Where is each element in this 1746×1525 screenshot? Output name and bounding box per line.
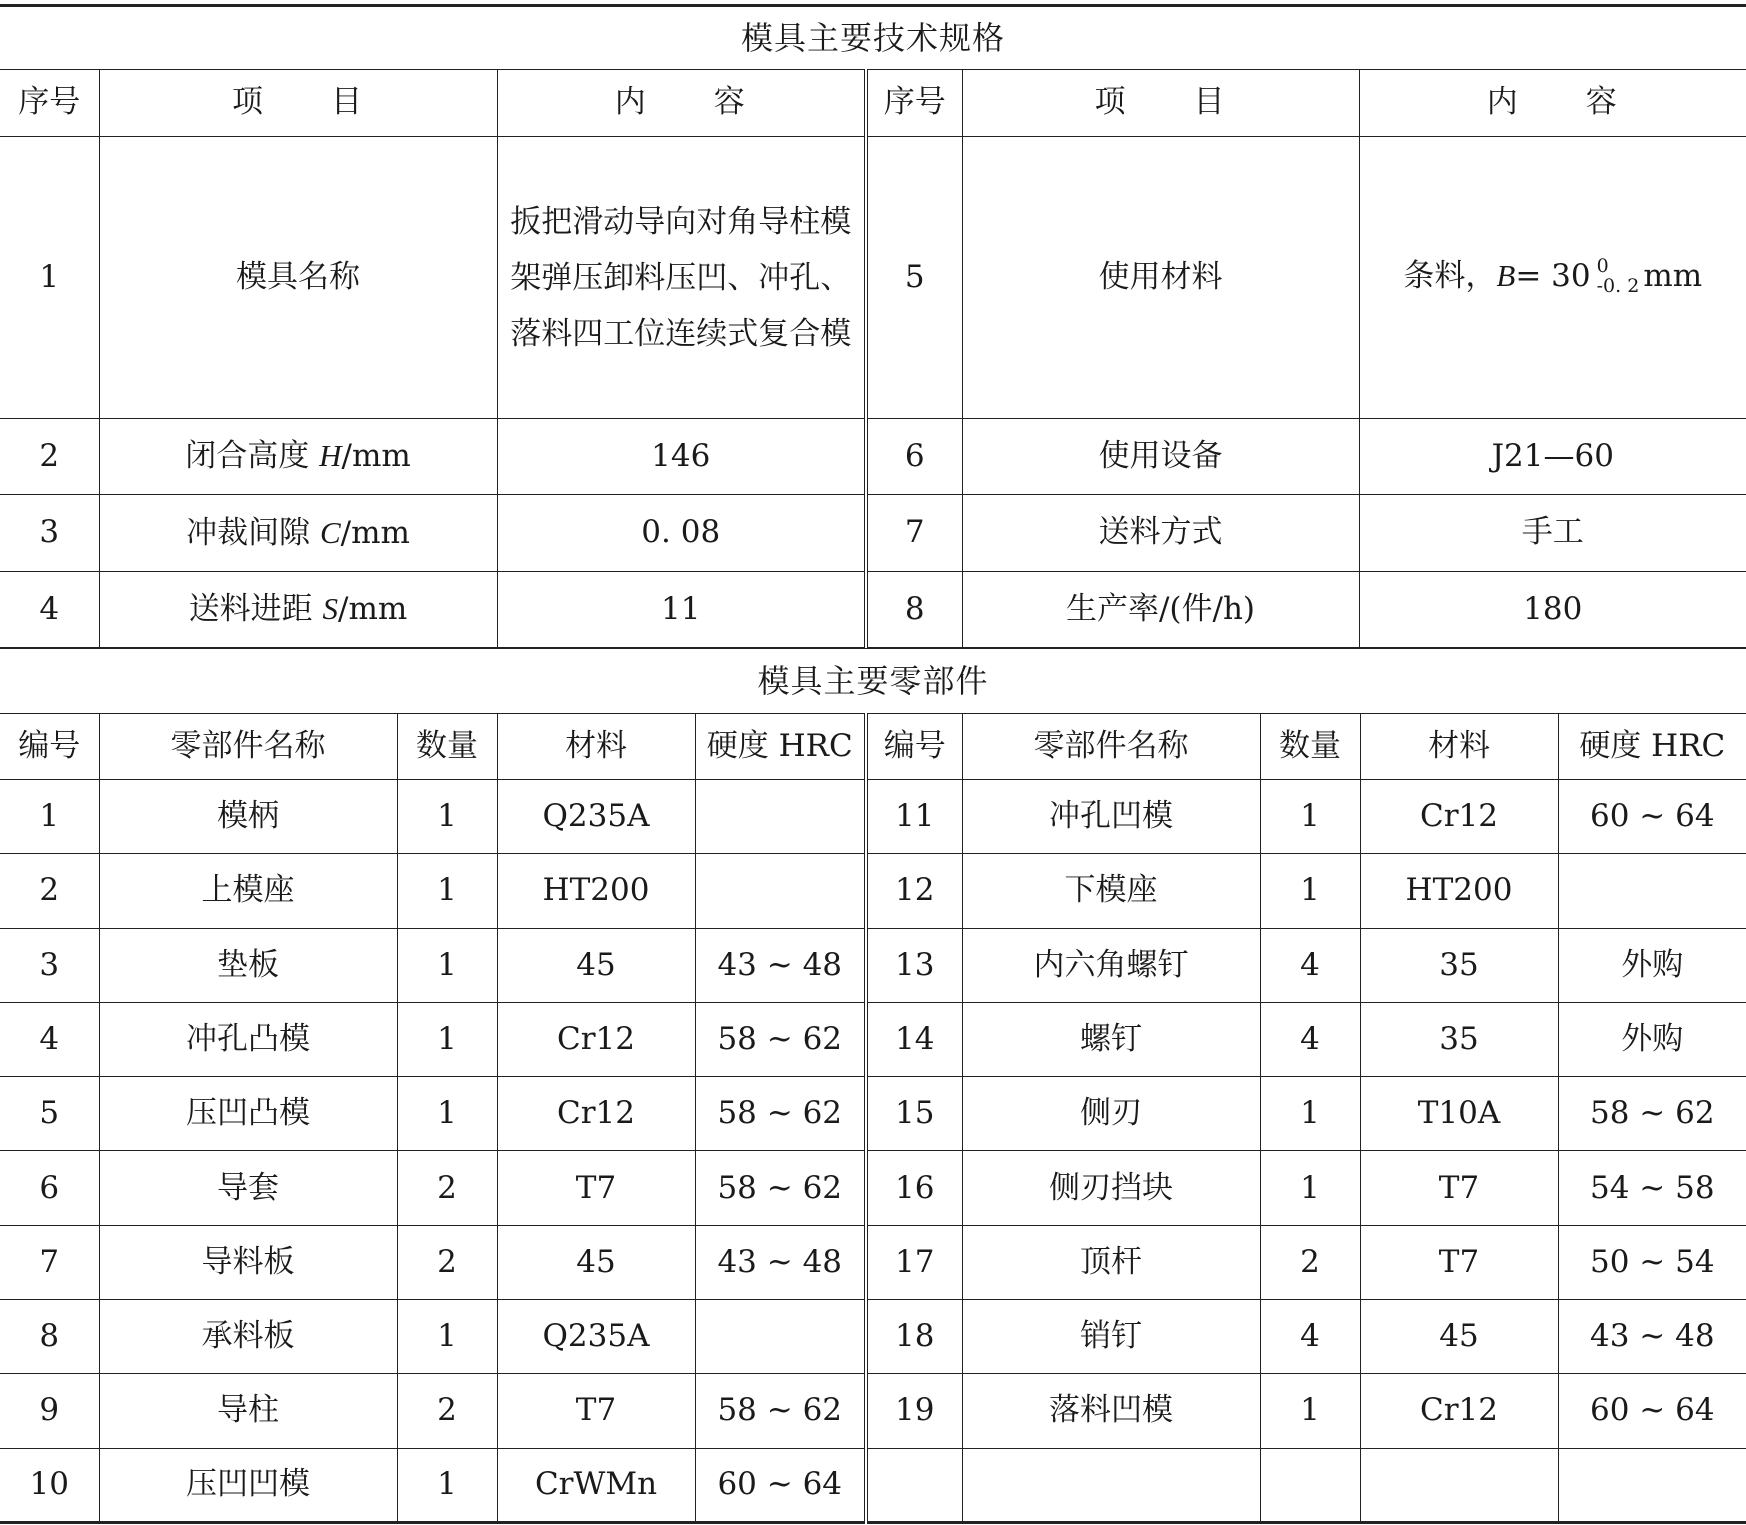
parts-cell-no: 2 xyxy=(0,854,99,928)
parts-row xyxy=(0,854,1746,928)
parts-cell-material: HT200 xyxy=(1360,854,1558,928)
parts-cell-material: Q235A xyxy=(497,1300,695,1374)
parts-cell-hardness: 58 ~ 62 xyxy=(1558,1077,1746,1151)
parts-cell-material: T10A xyxy=(1360,1077,1558,1151)
parts-cell-name: 上模座 xyxy=(99,854,397,928)
parts-header-hardness-right: 硬度 HRC xyxy=(1558,714,1746,780)
parts-row xyxy=(0,1374,1746,1448)
parts-cell-hardness: 58 ~ 62 xyxy=(695,1374,866,1448)
spec-item: 闭合高度 H/mm xyxy=(99,419,497,495)
parts-cell-name: 螺钉 xyxy=(962,1002,1260,1076)
parts-cell-hardness: 43 ~ 48 xyxy=(1558,1300,1746,1374)
spec-content: 手工 xyxy=(1359,495,1746,572)
parts-cell-hardness xyxy=(695,854,866,928)
parts-cell-material: HT200 xyxy=(497,854,695,928)
parts-cell-hardness: 54 ~ 58 xyxy=(1558,1151,1746,1225)
parts-cell-qty: 1 xyxy=(1260,780,1360,854)
spec-row xyxy=(0,572,1746,648)
parts-cell-no: 14 xyxy=(866,1002,962,1076)
parts-cell-no: 16 xyxy=(866,1151,962,1225)
parts-cell-name: 导套 xyxy=(99,1151,397,1225)
parts-cell-material: T7 xyxy=(1360,1225,1558,1299)
material-prefix: 条料， xyxy=(1403,258,1497,295)
parts-body xyxy=(0,780,1746,1523)
spec-no: 7 xyxy=(866,495,962,572)
parts-cell-name: 冲孔凸模 xyxy=(99,1002,397,1076)
parts-title: 模具主要零部件 xyxy=(0,649,1746,714)
tolerance-lower: -0. 2 xyxy=(1596,274,1640,297)
parts-cell-hardness: 60 ~ 64 xyxy=(1558,780,1746,854)
parts-cell-qty: 2 xyxy=(397,1151,497,1225)
spec-header-no-left: 序号 xyxy=(0,70,99,137)
parts-cell-name: 压凹凸模 xyxy=(99,1077,397,1151)
parts-cell-name: 冲孔凹模 xyxy=(962,780,1260,854)
parts-cell-material: CrWMn xyxy=(497,1448,695,1522)
spec-item: 送料进距 S/mm xyxy=(99,572,497,648)
parts-row xyxy=(0,1151,1746,1225)
spec-row xyxy=(0,137,1746,419)
parts-cell-material: 35 xyxy=(1360,928,1558,1002)
parts-cell-qty: 1 xyxy=(397,1300,497,1374)
symbol: S xyxy=(322,591,339,627)
spec-item: 送料方式 xyxy=(962,495,1359,572)
parts-cell-qty: 2 xyxy=(1260,1225,1360,1299)
parts-cell-no: 15 xyxy=(866,1077,962,1151)
parts-cell-name: 侧刃 xyxy=(962,1077,1260,1151)
spec-content-material xyxy=(1359,137,1746,419)
parts-cell-name: 顶杆 xyxy=(962,1225,1260,1299)
parts-cell-material: T7 xyxy=(497,1374,695,1448)
tolerance-upper: 0 xyxy=(1596,254,1609,277)
parts-cell-material: 35 xyxy=(1360,1002,1558,1076)
spec-row xyxy=(0,419,1746,495)
spec-content: 146 xyxy=(497,419,866,495)
spec-header-item-right: 项 目 xyxy=(962,70,1359,137)
parts-cell-hardness: 58 ~ 62 xyxy=(695,1002,866,1076)
parts-cell-no: 13 xyxy=(866,928,962,1002)
parts-table xyxy=(0,648,1746,1524)
parts-cell-no: 3 xyxy=(0,928,99,1002)
spec-header-content-left: 内 容 xyxy=(497,70,866,137)
spec-title: 模具主要技术规格 xyxy=(0,6,1746,70)
parts-row xyxy=(0,1448,1746,1522)
spec-header-row xyxy=(0,70,1746,137)
symbol: C xyxy=(319,514,341,550)
parts-cell-no: 7 xyxy=(0,1225,99,1299)
parts-row xyxy=(0,1300,1746,1374)
parts-cell-material: Cr12 xyxy=(1360,780,1558,854)
spec-content-die-name: 扳把滑动导向对角导柱模架弹压卸料压凹、冲孔、落料四工位连续式复合模 xyxy=(497,137,866,419)
parts-header-material-right: 材料 xyxy=(1360,714,1558,780)
spec-row xyxy=(0,495,1746,572)
parts-cell-qty: 1 xyxy=(397,1002,497,1076)
parts-cell-hardness: 58 ~ 62 xyxy=(695,1151,866,1225)
spec-no: 1 xyxy=(0,137,99,419)
parts-header-material-left: 材料 xyxy=(497,714,695,780)
spec-item: 冲裁间隙 C/mm xyxy=(99,495,497,572)
parts-cell-hardness: 外购 xyxy=(1558,928,1746,1002)
parts-cell-no: 12 xyxy=(866,854,962,928)
spec-title-row xyxy=(0,6,1746,70)
parts-cell-hardness: 外购 xyxy=(1558,1002,1746,1076)
parts-cell-qty: 1 xyxy=(397,1448,497,1522)
spec-item: 使用材料 xyxy=(962,137,1359,419)
parts-cell-hardness xyxy=(1558,1448,1746,1522)
width-value: = 30 xyxy=(1515,258,1591,295)
parts-cell-name: 模柄 xyxy=(99,780,397,854)
parts-cell-name: 垫板 xyxy=(99,928,397,1002)
parts-cell-no: 4 xyxy=(0,1002,99,1076)
width-symbol: B xyxy=(1496,258,1516,294)
parts-cell-hardness xyxy=(695,780,866,854)
parts-cell-no: 19 xyxy=(866,1374,962,1448)
parts-cell-qty: 4 xyxy=(1260,1300,1360,1374)
spec-content: 180 xyxy=(1359,572,1746,648)
parts-cell-name: 落料凹模 xyxy=(962,1374,1260,1448)
parts-cell-qty xyxy=(1260,1448,1360,1522)
parts-cell-qty: 1 xyxy=(1260,1077,1360,1151)
parts-cell-no: 8 xyxy=(0,1300,99,1374)
spec-header-no-right: 序号 xyxy=(866,70,962,137)
width-unit: mm xyxy=(1643,258,1703,295)
parts-cell-name: 承料板 xyxy=(99,1300,397,1374)
parts-row xyxy=(0,1077,1746,1151)
spec-header-item-left: 项 目 xyxy=(99,70,497,137)
parts-cell-hardness xyxy=(1558,854,1746,928)
parts-cell-no: 17 xyxy=(866,1225,962,1299)
parts-cell-qty: 1 xyxy=(397,1077,497,1151)
spec-item: 使用设备 xyxy=(962,419,1359,495)
parts-cell-material: 45 xyxy=(497,1225,695,1299)
parts-cell-hardness: 43 ~ 48 xyxy=(695,928,866,1002)
parts-cell-qty: 1 xyxy=(1260,1374,1360,1448)
parts-cell-qty: 1 xyxy=(1260,1151,1360,1225)
spec-content: 11 xyxy=(497,572,866,648)
tolerance xyxy=(1597,256,1640,296)
spec-no: 8 xyxy=(866,572,962,648)
parts-cell-hardness: 43 ~ 48 xyxy=(695,1225,866,1299)
spec-item: 生产率/(件/h) xyxy=(962,572,1359,648)
parts-cell-qty: 4 xyxy=(1260,928,1360,1002)
parts-cell-no: 10 xyxy=(0,1448,99,1522)
parts-cell-qty: 1 xyxy=(397,780,497,854)
spec-item: 模具名称 xyxy=(99,137,497,419)
parts-cell-material: Cr12 xyxy=(497,1002,695,1076)
parts-cell-name: 导柱 xyxy=(99,1374,397,1448)
spec-table xyxy=(0,4,1746,648)
parts-cell-name: 下模座 xyxy=(962,854,1260,928)
parts-header-no-right: 编号 xyxy=(866,714,962,780)
parts-cell-material: T7 xyxy=(1360,1151,1558,1225)
parts-cell-no: 18 xyxy=(866,1300,962,1374)
symbol: H xyxy=(319,438,342,474)
parts-cell-qty: 4 xyxy=(1260,1002,1360,1076)
parts-row xyxy=(0,780,1746,854)
parts-cell-qty: 1 xyxy=(1260,854,1360,928)
parts-header-qty-left: 数量 xyxy=(397,714,497,780)
parts-cell-no: 1 xyxy=(0,780,99,854)
parts-cell-hardness: 60 ~ 64 xyxy=(695,1448,866,1522)
parts-cell-qty: 1 xyxy=(397,928,497,1002)
parts-cell-material: 45 xyxy=(497,928,695,1002)
parts-cell-no: 11 xyxy=(866,780,962,854)
spec-no: 4 xyxy=(0,572,99,648)
parts-cell-name xyxy=(962,1448,1260,1522)
spec-no: 3 xyxy=(0,495,99,572)
parts-cell-no xyxy=(866,1448,962,1522)
parts-row xyxy=(0,928,1746,1002)
parts-cell-material xyxy=(1360,1448,1558,1522)
parts-cell-qty: 2 xyxy=(397,1225,497,1299)
parts-cell-material: Cr12 xyxy=(1360,1374,1558,1448)
parts-cell-hardness xyxy=(695,1300,866,1374)
parts-cell-name: 导料板 xyxy=(99,1225,397,1299)
spec-no: 6 xyxy=(866,419,962,495)
parts-cell-material: Q235A xyxy=(497,780,695,854)
parts-header-name-right: 零部件名称 xyxy=(962,714,1260,780)
parts-cell-no: 6 xyxy=(0,1151,99,1225)
parts-header-qty-right: 数量 xyxy=(1260,714,1360,780)
parts-cell-material: 45 xyxy=(1360,1300,1558,1374)
spec-content: 0. 08 xyxy=(497,495,866,572)
parts-header-name-left: 零部件名称 xyxy=(99,714,397,780)
parts-cell-hardness: 60 ~ 64 xyxy=(1558,1374,1746,1448)
parts-cell-name: 销钉 xyxy=(962,1300,1260,1374)
parts-cell-name: 侧刃挡块 xyxy=(962,1151,1260,1225)
parts-cell-qty: 1 xyxy=(397,854,497,928)
parts-cell-material: T7 xyxy=(497,1151,695,1225)
spec-no: 2 xyxy=(0,419,99,495)
parts-cell-material: Cr12 xyxy=(497,1077,695,1151)
parts-row xyxy=(0,1225,1746,1299)
parts-header-row xyxy=(0,714,1746,780)
parts-cell-no: 5 xyxy=(0,1077,99,1151)
spec-header-content-right: 内 容 xyxy=(1359,70,1746,137)
parts-header-no-left: 编号 xyxy=(0,714,99,780)
parts-header-hardness-left: 硬度 HRC xyxy=(695,714,866,780)
parts-row xyxy=(0,1002,1746,1076)
parts-cell-no: 9 xyxy=(0,1374,99,1448)
parts-cell-name: 压凹凹模 xyxy=(99,1448,397,1522)
parts-cell-qty: 2 xyxy=(397,1374,497,1448)
spec-no: 5 xyxy=(866,137,962,419)
parts-title-row xyxy=(0,649,1746,714)
spec-content: J21—60 xyxy=(1359,419,1746,495)
parts-cell-hardness: 58 ~ 62 xyxy=(695,1077,866,1151)
parts-cell-name: 内六角螺钉 xyxy=(962,928,1260,1002)
parts-cell-hardness: 50 ~ 54 xyxy=(1558,1225,1746,1299)
